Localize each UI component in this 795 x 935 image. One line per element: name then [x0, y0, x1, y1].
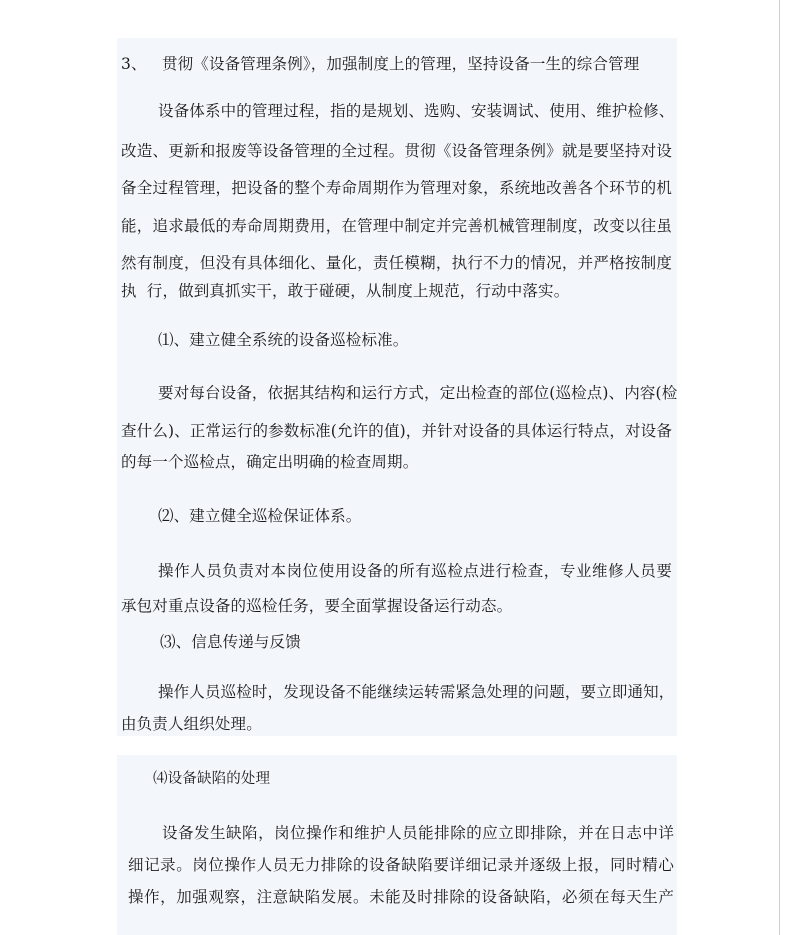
section-heading: 贯彻《设备管理条例》，加强制度上的管理，坚持设备一生的综合管理	[162, 55, 640, 73]
subheading: ⑶、信息传递与反馈	[160, 633, 301, 651]
paragraph-line: 备全过程管理，把设备的整个寿命周期作为管理对象，系统地改善各个环节的机	[121, 179, 672, 197]
paragraph-line: 设备发生缺陷，岗位操作和维护人员能排除的应立即排除，并在日志中详	[162, 824, 674, 842]
paragraph-line: 要对每台设备，依据其结构和运行方式，定出检查的部位(巡检点)、内容(检	[158, 384, 678, 402]
paragraph-line: 查什么)、正常运行的参数标准(允许的值)，并针对设备的具体运行特点，对设备	[121, 422, 672, 440]
paragraph-line: 细记录。岗位操作人员无力排除的设备缺陷要详细记录并逐级上报，同时精心	[128, 856, 674, 874]
subheading: ⑵、建立健全巡检保证体系。	[158, 507, 362, 525]
paragraph-line: 设备体系中的管理过程，指的是规划、选购、安装调试、使用、维护检修、	[158, 102, 675, 120]
paragraph-line: 的每一个巡检点，确定出明确的检查周期。	[121, 453, 419, 471]
page-edge	[779, 0, 780, 935]
paragraph-line: 操作人员负责对本岗位使用设备的所有巡检点进行检查，专业维修人员要	[158, 562, 672, 580]
paragraph-line: 执 行，做到真抓实干，敢于碰硬，从制度上规范，行动中落实。	[121, 282, 570, 300]
subheading: ⑴、建立健全系统的设备巡检标准。	[158, 331, 409, 349]
paragraph-line: 由负责人组织处理。	[121, 715, 262, 733]
paragraph-line: 改造、更新和报废等设备管理的全过程。贯彻《设备管理条例》就是要坚持对设	[121, 142, 672, 160]
paragraph-line: 能，追求最低的寿命周期费用，在管理中制定并完善机械管理制度，改变以往虽	[121, 217, 672, 235]
paragraph-line: 操作人员巡检时，发现设备不能继续运转需紧急处理的问题，要立即通知，	[158, 683, 675, 701]
paragraph-line: 承包对重点设备的巡检任务，要全面掌握设备运行动态。	[121, 597, 513, 615]
section-number: 3、	[121, 55, 147, 73]
paragraph-line: 操作，加强观察，注意缺陷发展。未能及时排除的设备缺陷，必须在每天生产	[128, 888, 674, 906]
paragraph-line: 然有制度，但没有具体细化、量化，责任模糊，执行不力的情况，并严格按制度	[121, 254, 672, 272]
subheading: ⑷设备缺陷的处理	[153, 771, 271, 787]
